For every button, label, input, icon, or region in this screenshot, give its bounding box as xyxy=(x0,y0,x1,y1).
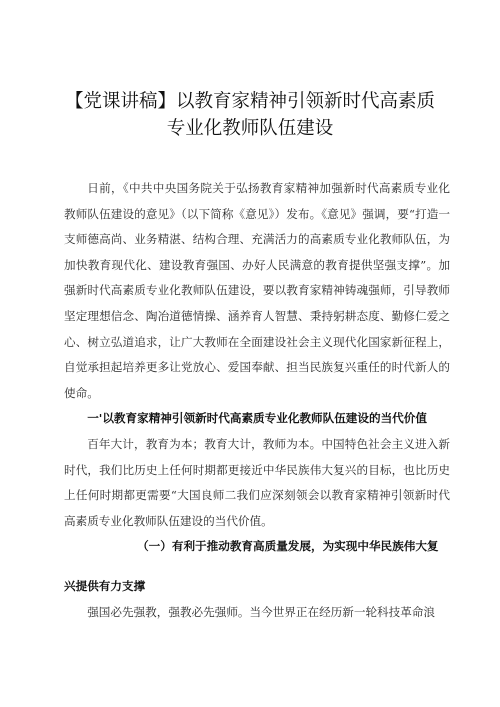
title-line-1: 【党课讲稿】以教育家精神引领新时代高素质 xyxy=(64,91,435,112)
body-paragraph: 日前，《中共中央国务院关于弘扬教育家精神加强新时代高素质专业化教师队伍建设的意见》（以下简称《意见》）发布。《意见》强调，要“打造一支师德高尚、业务精湛、结构合理、充满活力的高素质专业化教师队伍，为加快教育现代化、建设教育强国、办好人民满意的教育提供坚强支撑”。加强新时代高素质专业化教师队伍建设，要以教育家精神铸魂强师，引导教师坚定理想信念、陶冶道德情操、涵养育人智慧、秉持躬耕态度、勤修仁爱之心、树立弘道追求，让广大教师在全面建设社会主义现代化国家新征程上，自觉承担起培养更多让党放心、爱国奉献、担当民族复兴重任的时代新人的使命。 xyxy=(64,181,450,400)
subsection-heading-part1: （一）有利于推动教育高质量发展，为实现中华民族伟大复 xyxy=(137,539,439,554)
title-line-2: 专业化教师队伍建设 xyxy=(166,118,334,139)
body-paragraph: 强国必先强教，强教必先强师。当今世界正在经历新一轮科技革命浪 xyxy=(87,604,436,619)
document-body xyxy=(64,176,450,625)
page-title xyxy=(40,88,460,142)
subsection-heading-continued: 兴提供有力支撑 xyxy=(64,578,146,593)
section-heading: 一'以教育家精神引领新时代高素质专业化教师队伍建设的当代价值 xyxy=(87,411,427,426)
subsection-heading xyxy=(64,534,450,560)
body-paragraph: 百年大计，教育为本；教育大计，教师为本。中国特色社会主义进入新时代，我们比历史上任何时期都更接近中华民族伟大复兴的目标，也比历史上任何时期都更需要“大国良师二我们应深刻领会以教育家精神引领新时代高素质专业化教师队伍建设的当代价值。 xyxy=(64,436,450,528)
